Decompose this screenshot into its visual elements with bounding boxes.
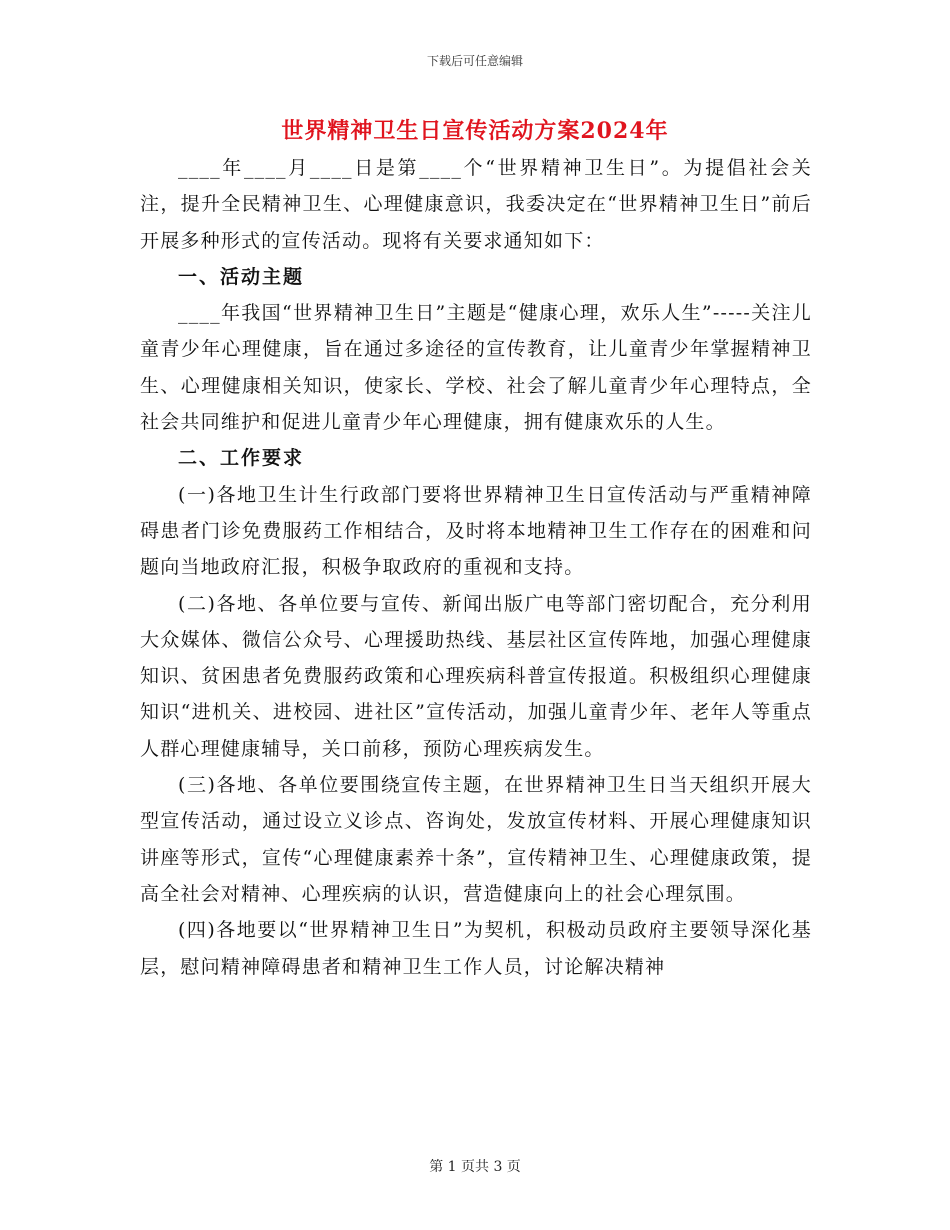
header-note: 下载后可任意编辑 (426, 54, 523, 68)
intro-paragraph: ____年____月____日是第____个“世界精神卫生日”。为提倡社会关注，提升全民精神卫生、心理健康意识，我委决定在“世界精神卫生日”前后开展多种形式的宣传活动。现将有关要求通知如下： (140, 157, 812, 252)
requirement-paragraph-3: (三)各地、各单位要围绕宣传主题，在世界精神卫生日当天组织开展大型宣传活动，通过设立义诊点、咨询处，发放宣传材料、开展心理健康知识讲座等形式，宣传“心理健康素养十条”，宣传精神卫生、心理健康政策，提高全社会对精神、心理疾病的认识，营造健康向上的社会心理氛围。 (140, 774, 812, 905)
document-title: 世界精神卫生日宣传活动方案2024年 (281, 118, 669, 144)
requirement-paragraph-1: (一)各地卫生计生行政部门要将世界精神卫生日宣传活动与严重精神障碍患者门诊免费服药工作相结合，及时将本地精神卫生工作存在的困难和问题向当地政府汇报，积极争取政府的重视和支持。 (140, 483, 812, 579)
theme-paragraph: ____年我国“世界精神卫生日”主题是“健康心理，欢乐人生”-----关注儿童青少年心理健康，旨在通过多途径的宣传教育，让儿童青少年掌握精神卫生、心理健康相关知识，使家长、学校、社会了解儿童青少年心理特点，全社会共同维护和促进儿童青少年心理健康，拥有健康欢乐的人生。 (140, 302, 812, 434)
requirement-paragraph-4: (四)各地要以“世界精神卫生日”为契机，积极动员政府主要领导深化基层，慰问精神障碍患者和精神卫生工作人员，讨论解决精神 (140, 919, 812, 978)
requirement-paragraph-2: (二)各地、各单位要与宣传、新闻出版广电等部门密切配合，充分利用大众媒体、微信公众号、心理援助热线、基层社区宣传阵地，加强心理健康知识、贫困患者免费服药政策和心理疾病科普宣传报道。积极组织心理健康知识“进机关、进校园、进社区”宣传活动，加强儿童青少年、老年人等重点人群心理健康辅导，关口前移，预防心理疾病发生。 (140, 592, 812, 760)
section-heading-theme: 一、活动主题 (178, 265, 305, 288)
section-heading-requirements: 二、工作要求 (178, 447, 305, 470)
page-footer: 第 1 页共 3 页 (429, 1159, 521, 1175)
document-body (140, 150, 812, 985)
